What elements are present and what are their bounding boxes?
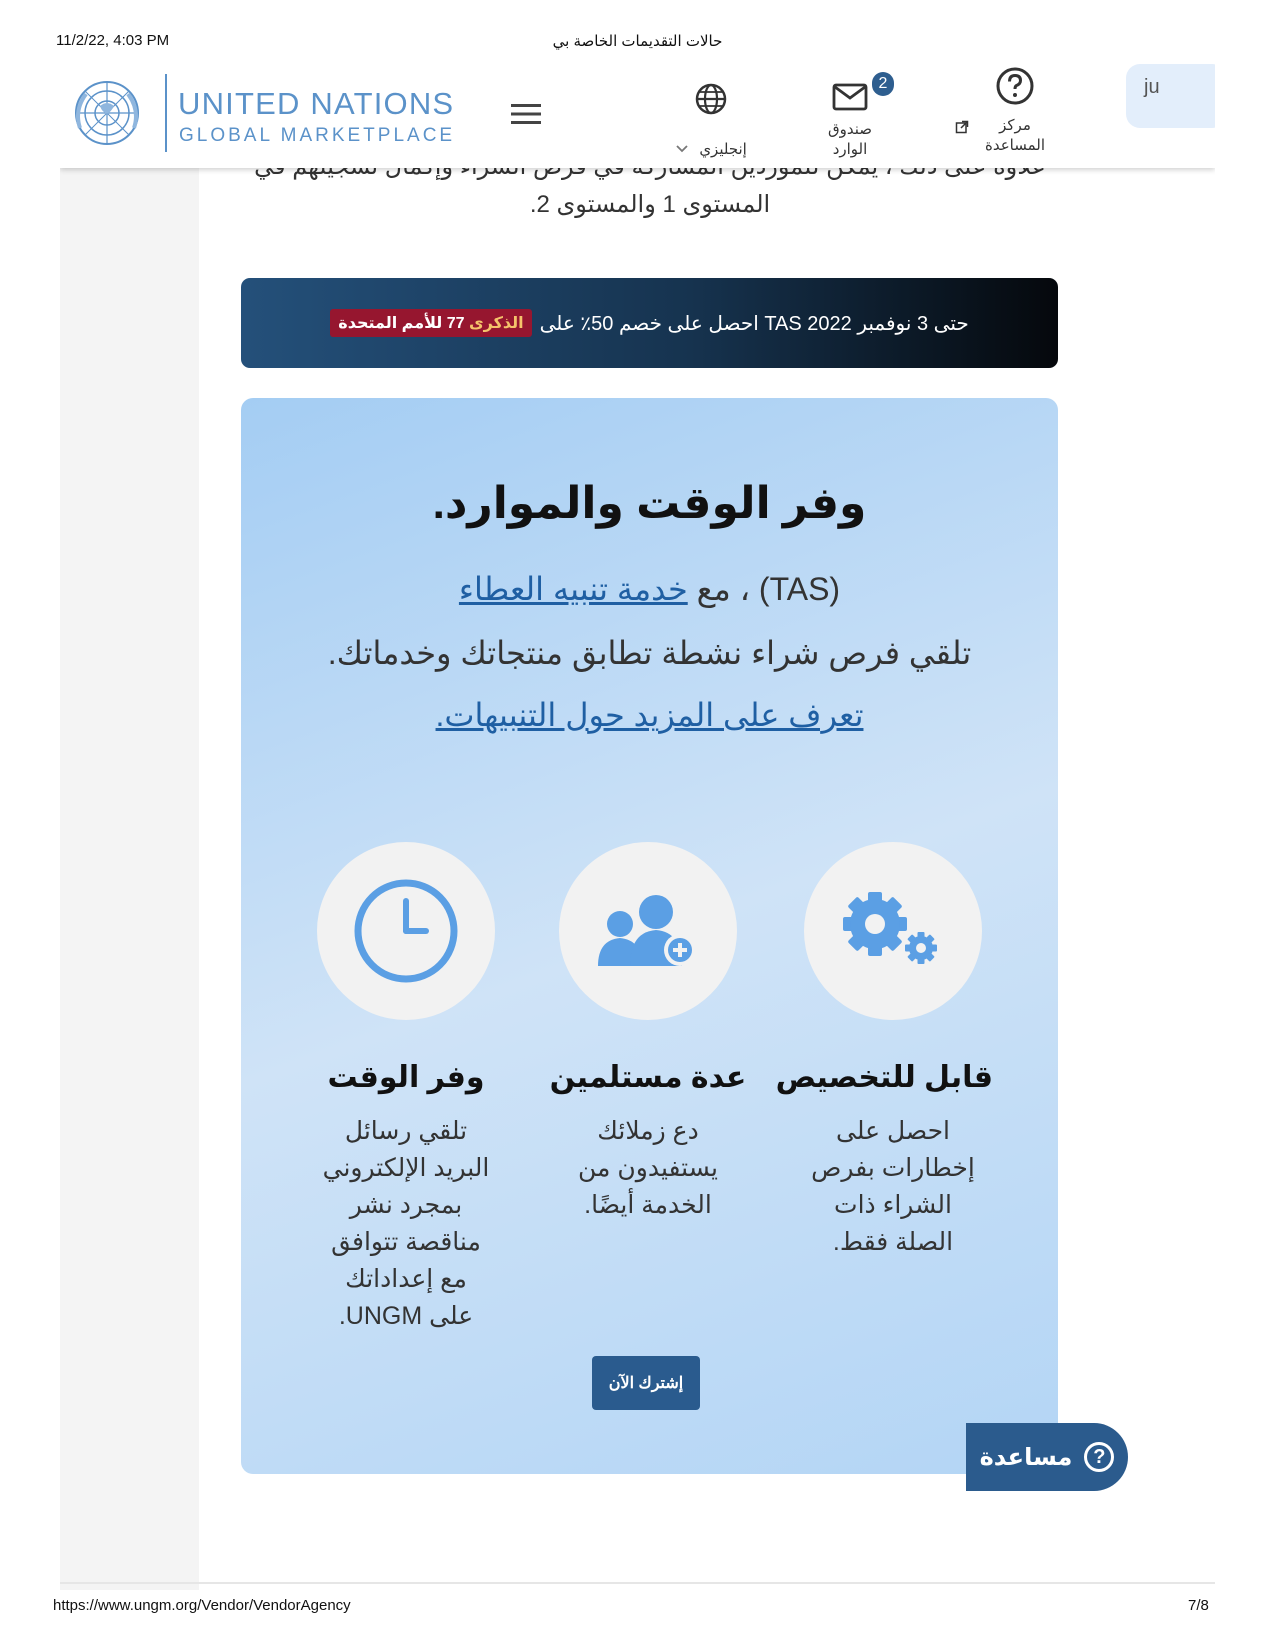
- tas-prefix-text: (TAS) ، مع: [696, 571, 841, 607]
- feature-description: تلقي رسائل البريد الإلكتروني بمجرد نشر مناقصة تتوافق مع إعداداتك على UNGM.: [322, 1117, 490, 1330]
- clock-icon: [351, 876, 461, 986]
- feature-customizable: [775, 842, 993, 1261]
- help-center-link[interactable]: [945, 66, 1085, 156]
- print-title: حالات التقديمات الخاصة بي: [552, 33, 723, 50]
- ungm-logo[interactable]: [72, 70, 456, 156]
- promo-badge-rest: 77 للأمم المتحدة: [338, 315, 465, 332]
- promo-text: حتى 3 نوفمبر TAS 2022 احصل على خصم 50٪ على: [539, 312, 969, 335]
- feature-icon-circle: [317, 842, 495, 1020]
- hamburger-menu-icon[interactable]: [508, 96, 544, 132]
- inbox-link[interactable]: [790, 72, 910, 160]
- add-users-icon: [588, 886, 708, 976]
- tas-info-panel: [241, 398, 1058, 1474]
- panel-line-2: تلقي فرص شراء نشطة تطابق منتجاتك وخدماتك.: [327, 635, 972, 671]
- feature-description: احصل على إخطارات بفرص الشراء ذات الصلة فقط.: [811, 1117, 975, 1256]
- learn-more-alerts-link[interactable]: تعرف على المزيد حول التنبيهات.: [435, 697, 864, 733]
- left-gutter: [60, 60, 199, 1590]
- external-link-icon: [955, 120, 969, 134]
- print-url: https://www.ungm.org/Vendor/VendorAgency: [53, 1597, 351, 1614]
- logo-text-line-2: GLOBAL MARKETPLACE: [179, 125, 456, 146]
- subscribe-now-button[interactable]: إشترك الآن: [592, 1356, 700, 1410]
- gears-icon: [833, 886, 953, 976]
- panel-line-1: [241, 570, 1058, 608]
- feature-icon-circle: [804, 842, 982, 1020]
- feature-icon-circle: [559, 842, 737, 1020]
- help-widget-label: مساعدة: [979, 1443, 1073, 1471]
- promo-banner[interactable]: [241, 278, 1058, 368]
- print-date: 11/2/22, 4:03 PM: [56, 32, 170, 49]
- user-account-chip[interactable]: [1126, 64, 1215, 128]
- browser-viewport: [60, 60, 1215, 1590]
- un-emblem-icon: [72, 78, 142, 148]
- help-widget-button[interactable]: [966, 1423, 1128, 1491]
- user-initials: ju: [1144, 76, 1160, 98]
- intro-line-2: المستوى 1 والمستوى 2.: [529, 191, 771, 218]
- promo-badge: [330, 309, 531, 337]
- page-bottom-divider: [60, 1582, 1215, 1584]
- inbox-label: صندوق الوارد: [827, 121, 873, 158]
- feature-title: عدة مستلمين: [549, 1061, 747, 1094]
- help-center-label: مركز المساعدة: [984, 117, 1046, 154]
- globe-icon: [694, 82, 728, 116]
- logo-text-line-1: UNITED NATIONS: [178, 86, 455, 121]
- panel-title: وفر الوقت والموارد.: [432, 479, 867, 528]
- feature-title: وفر الوقت: [327, 1061, 485, 1094]
- language-label: إنجليزي: [699, 141, 747, 158]
- feature-multiple-recipients: [548, 842, 748, 1224]
- logo-divider: [165, 74, 167, 152]
- chevron-down-icon: [675, 144, 689, 154]
- panel-line-3: [241, 696, 1058, 734]
- print-page-number: 7/8: [1188, 1597, 1209, 1614]
- help-question-icon: ?: [1084, 1442, 1114, 1472]
- envelope-icon: [832, 82, 868, 112]
- inbox-count-badge: 2: [872, 72, 894, 96]
- print-header: [0, 30, 1275, 50]
- feature-save-time: [306, 842, 506, 1335]
- feature-description: دع زملائك يستفيدون من الخدمة أيضًا.: [578, 1117, 718, 1219]
- feature-title: قابل للتخصيص: [775, 1061, 993, 1094]
- language-selector[interactable]: [656, 82, 766, 160]
- promo-badge-highlight: الذكرى: [468, 315, 524, 332]
- tender-alert-service-link[interactable]: خدمة تنبيه العطاء: [458, 571, 688, 607]
- question-circle-icon: [995, 66, 1035, 106]
- top-navigation-bar: [60, 60, 1215, 168]
